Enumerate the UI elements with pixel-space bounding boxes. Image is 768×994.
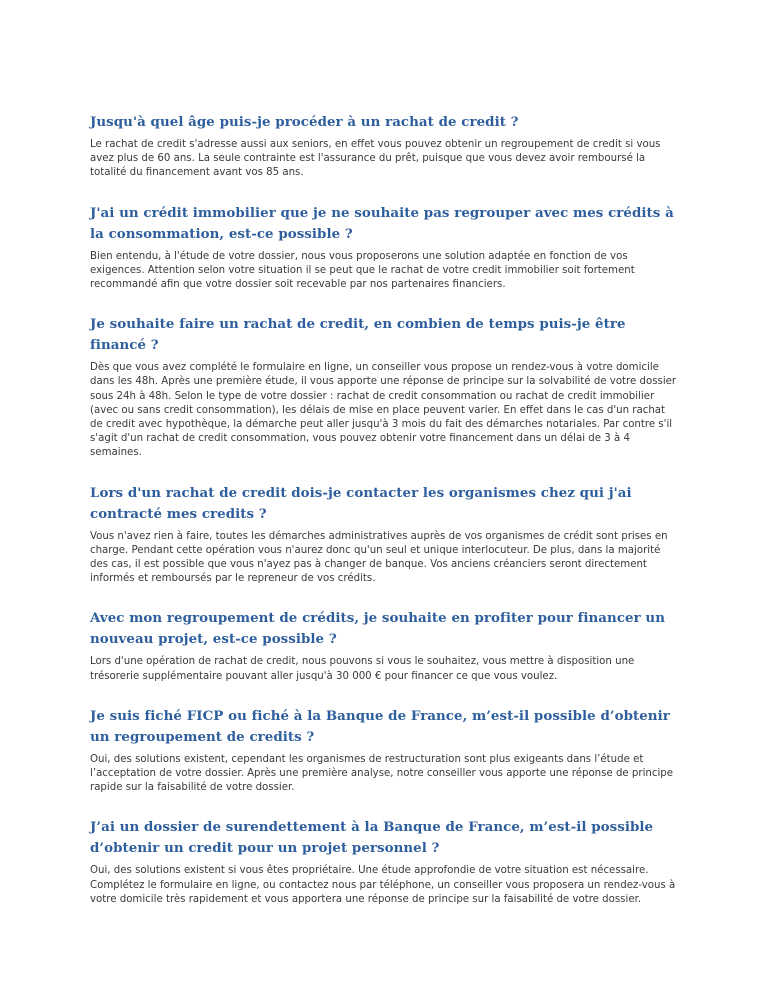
faq-question: Avec mon regroupement de crédits, je souhaite en profiter pour financer un nouveau projet, est-ce possible ? <box>90 610 665 648</box>
faq-question: Jusqu'à quel âge puis-je procéder à un rachat de credit ? <box>90 114 519 130</box>
faq-item <box>90 608 680 683</box>
faq-answer: Bien entendu, à l'étude de votre dossier, nous vous proposerons une solution adaptée en fonction de vos exigences. Attention selon votre situation il se peut que le rachat de votre credit immobilier soit fortement recommandé afin que votre dossier soit recevable par nos partenaires financiers. <box>90 250 635 291</box>
faq-answer: Le rachat de credit s'adresse aussi aux seniors, en effet vous pouvez obtenir un regroupement de credit si vous avez plus de 60 ans. La seule contrainte est l'assurance du prêt, puisque que vous devez avoir remboursé la totalité du financement avant vos 85 ans. <box>90 139 661 179</box>
faq-question: Je suis fiché FICP ou fiché à la Banque de France, m’est-il possible d’obtenir un regroupement de credits ? <box>90 707 670 745</box>
faq-item <box>90 112 680 181</box>
faq-item <box>90 483 680 587</box>
faq-question: Je souhaite faire un rachat de credit, en combien de temps puis-je être financé ? <box>90 316 626 354</box>
faq-question: J’ai un dossier de surendettement à la Banque de France, m’est-il possible d’obtenir un credit pour un projet personnel ? <box>90 819 654 857</box>
faq-item <box>90 314 680 460</box>
faq-document <box>90 112 680 929</box>
faq-question: J'ai un crédit immobilier que je ne souhaite pas regrouper avec mes crédits à la consommation, est-ce possible ? <box>90 204 674 242</box>
faq-item <box>90 203 680 293</box>
faq-answer: Oui, des solutions existent si vous êtes propriétaire. Une étude approfondie de votre situation est nécessaire. Complétez le formulaire en ligne, ou contactez nous par téléphone, un conseiller vous proposera un rendez-vous à votre domicile très rapidement et vous apportera une réponse de principe sur la faisabilité de votre dossier. <box>90 865 676 905</box>
faq-answer: Lors d'une opération de rachat de credit, nous pouvons si vous le souhaitez, vous mettre à disposition une trésorerie supplémentaire pouvant aller jusqu'à 30 000 € pour financer ce que vous voulez. <box>90 656 635 682</box>
faq-question: Lors d'un rachat de credit dois-je contacter les organismes chez qui j'ai contracté mes credits ? <box>90 484 632 522</box>
faq-item <box>90 817 680 907</box>
faq-answer: Vous n'avez rien à faire, toutes les démarches administratives auprès de vos organismes de crédit sont prises en charge. Pendant cette opération vous n'aurez donc qu'un seul et unique interlocuteur. De plus, dans la majorité des cas, il est possible que vous n'ayez pas à changer de banque. Vos anciens créanciers seront directement informés et remboursés par le repreneur de vos crédits. <box>90 530 668 585</box>
faq-item <box>90 706 680 796</box>
faq-answer: Dès que vous avez complété le formulaire en ligne, un conseiller vous propose un rendez-vous à votre domicile dans les 48h. Après une première étude, il vous apporte une réponse de principe sur la solvabilité de votre dossier sous 24h à 48h. Selon le type de votre dossier : rachat de credit consommation ou rachat de credit immobilier (avec ou sans credit consommation), les délais de mise en place peuvent varier. En effet dans le cas d'un rachat de credit avec hypothèque, la démarche peut aller jusqu'à 3 mois du fait des démarches notariales. Par contre s'il s'agit d'un rachat de credit consommation, vous pouvez obtenir votre financement dans un délai de 3 à 4 semaines. <box>90 362 677 459</box>
faq-answer: Oui, des solutions existent, cependant les organismes de restructuration sont plus exigeants dans l’étude et l’acceptation de votre dossier. Après une première analyse, notre conseiller vous apporte une réponse de principe rapide sur la faisabilité de votre dossier. <box>90 753 674 794</box>
